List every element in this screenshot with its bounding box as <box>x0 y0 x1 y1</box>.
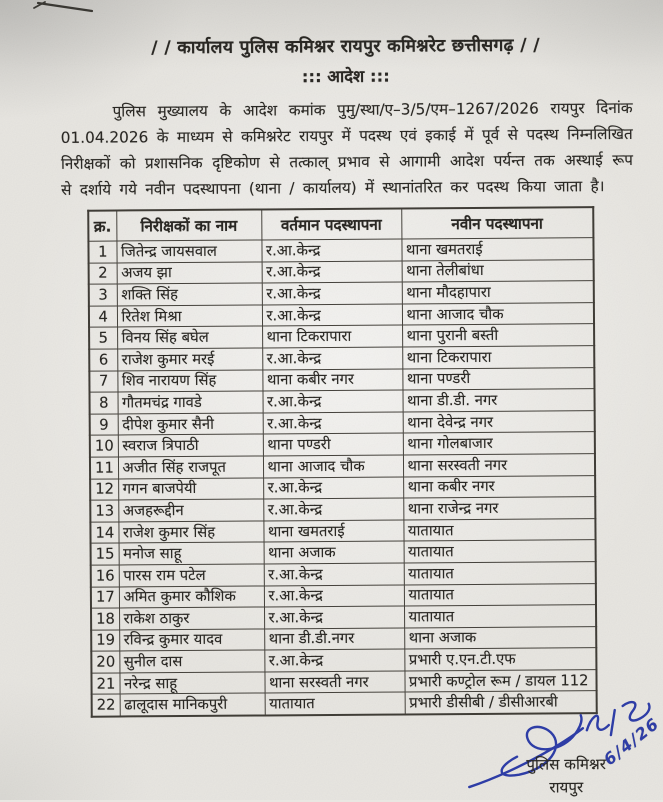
document-title: / / कार्यालय पुलिस कमिश्नर रायपुर कमिश्नरेट छत्तीसगढ़ / / <box>151 35 541 59</box>
signature-block <box>465 680 663 799</box>
cell-inspector-name: अजहरूद्दीन <box>118 499 263 522</box>
cell-current-posting: र.आ.केन्द्र <box>261 239 401 262</box>
cell-current-posting: थाना अजाक <box>264 541 404 564</box>
cell-current-posting: र.आ.केन्द्र <box>263 412 403 435</box>
cell-inspector-name: अमित कुमार कौशिक <box>119 585 264 608</box>
cell-current-posting: र.आ.केन्द्र <box>264 585 404 608</box>
cell-current-posting: थाना डी.डी.नगर <box>264 628 404 651</box>
cell-new-posting: यातायात <box>403 518 595 541</box>
cell-inspector-name: ढालूदास मानिकपुरी <box>120 693 265 716</box>
cell-serial-number: 6 <box>89 349 117 371</box>
cell-new-posting: प्रभारी ए.एन.टी.एफ <box>404 648 596 671</box>
cell-serial-number: 17 <box>91 586 119 608</box>
cell-new-posting: थाना देवेन्द्र नगर <box>403 410 595 433</box>
cell-new-posting: यातायात <box>404 583 596 606</box>
cell-serial-number: 12 <box>90 479 118 501</box>
cell-new-posting: यातायात <box>404 605 596 628</box>
cell-serial-number: 15 <box>91 543 119 565</box>
cell-inspector-name: अजय झा <box>117 262 262 285</box>
cell-current-posting: थाना खमतराई <box>263 520 403 543</box>
cell-current-posting: थाना कबीर नगर <box>262 369 402 392</box>
cell-inspector-name: रविन्द्र कुमार यादव <box>119 629 264 652</box>
cell-inspector-name: मनोज साहू <box>119 542 264 565</box>
cell-serial-number: 2 <box>89 263 117 285</box>
cell-serial-number: 1 <box>88 241 116 263</box>
cell-new-posting: यातायात <box>404 562 596 585</box>
cell-new-posting: यातायात <box>404 540 596 563</box>
cell-serial-number: 13 <box>90 500 118 522</box>
cell-current-posting: र.आ.केन्द्र <box>263 498 403 521</box>
cell-serial-number: 18 <box>91 608 119 630</box>
cell-serial-number: 21 <box>91 673 119 695</box>
cell-inspector-name: अजीत सिंह राजपूत <box>118 456 263 479</box>
cell-current-posting: र.आ.केन्द्र <box>262 261 402 284</box>
cell-current-posting: र.आ.केन्द्र <box>262 390 402 413</box>
cell-new-posting: थाना गोलबाजार <box>403 432 595 455</box>
cell-current-posting: र.आ.केन्द्र <box>264 563 404 586</box>
cell-inspector-name: विनय सिंह बघेल <box>117 326 262 349</box>
cell-inspector-name: राजेश कुमार मरई <box>117 348 262 371</box>
cell-new-posting: थाना पण्डरी <box>402 367 594 390</box>
signatory-place: रायपुर <box>549 778 584 797</box>
cell-serial-number: 8 <box>89 392 117 414</box>
cell-inspector-name: राकेश ठाकुर <box>119 607 264 630</box>
cell-inspector-name: सुनील दास <box>119 650 264 673</box>
cell-inspector-name: स्वराज त्रिपाठी <box>118 434 263 457</box>
cell-new-posting: थाना अजाक <box>404 626 596 649</box>
table-body <box>88 238 596 717</box>
cell-serial-number: 19 <box>91 630 119 652</box>
cell-new-posting: प्रभारी डीसीबी / डीसीआरबी <box>405 691 597 714</box>
cell-new-posting: थाना राजेन्द्र नगर <box>403 497 595 520</box>
cell-new-posting: थाना मौदहापारा <box>402 281 594 304</box>
cell-inspector-name: शिव नारायण सिंह <box>117 370 262 393</box>
cell-new-posting: थाना आजाद चौक <box>402 302 594 325</box>
col-header-inspector-name: निरीक्षकों का नाम <box>116 209 261 241</box>
cell-inspector-name: नरेन्द्र साहू <box>119 672 264 695</box>
cell-inspector-name: शक्ति सिंह <box>117 283 262 306</box>
cell-new-posting: थाना तेलीबांधा <box>402 259 594 282</box>
cell-serial-number: 9 <box>90 414 118 436</box>
transfer-order-table <box>87 206 598 718</box>
cell-current-posting: यातायात <box>265 692 405 715</box>
cell-current-posting: थाना टिकरापारा <box>262 325 402 348</box>
cell-serial-number: 22 <box>92 694 120 716</box>
cell-current-posting: थाना आजाद चौक <box>263 455 403 478</box>
cell-inspector-name: पारस राम पटेल <box>119 564 264 587</box>
cell-new-posting: थाना सरस्वती नगर <box>403 454 595 477</box>
cell-new-posting: थाना पुरानी बस्ती <box>402 324 594 347</box>
cell-serial-number: 7 <box>89 371 117 393</box>
cell-current-posting: र.आ.केन्द्र <box>263 477 403 500</box>
cell-new-posting: थाना डी.डी. नगर <box>402 389 594 412</box>
cell-current-posting: थाना सरस्वती नगर <box>264 671 404 694</box>
cell-serial-number: 3 <box>89 284 117 306</box>
cell-inspector-name: दीपेश कुमार सैनी <box>118 413 263 436</box>
cell-new-posting: थाना खमतराई <box>401 238 593 261</box>
cell-current-posting: र.आ.केन्द्र <box>264 649 404 672</box>
cell-inspector-name: राजेश कुमार सिंह <box>118 521 263 544</box>
cell-new-posting: थाना टिकरापारा <box>402 346 594 369</box>
cell-serial-number: 16 <box>91 565 119 587</box>
cell-current-posting: र.आ.केन्द्र <box>264 606 404 629</box>
col-header-new-posting: नवीन पदस्थापना <box>401 207 593 239</box>
cell-new-posting: प्रभारी कण्ट्रोल रूम / डायल 112 <box>404 670 596 693</box>
cell-new-posting: थाना कबीर नगर <box>403 475 595 498</box>
cell-serial-number: 14 <box>90 522 118 544</box>
cell-serial-number: 5 <box>89 327 117 349</box>
table-header-row <box>88 207 593 241</box>
cell-inspector-name: रितेश मिश्रा <box>117 305 262 328</box>
cell-current-posting: र.आ.केन्द्र <box>262 304 402 327</box>
signatory-designation: पुलिस कमिश्नर <box>526 755 606 774</box>
col-header-serial: क्र. <box>88 211 116 242</box>
cell-current-posting: थाना पण्डरी <box>263 433 403 456</box>
order-heading: ::: आदेश ::: <box>301 66 390 87</box>
cell-current-posting: र.आ.केन्द्र <box>262 347 402 370</box>
cell-serial-number: 4 <box>89 306 117 328</box>
cell-serial-number: 11 <box>90 457 118 479</box>
cell-inspector-name: जितेन्द्र जायसवाल <box>116 240 261 263</box>
cell-current-posting: र.आ.केन्द्र <box>262 282 402 305</box>
signature-date: 6/4/26 <box>600 713 663 770</box>
cell-serial-number: 10 <box>90 435 118 457</box>
order-paragraph: पुलिस मुख्यालय के आदेश कमांक पुमु/स्था/ए–3/5/एम–1267/2026 रायपुर दिनांक 01.04.2026 के माध्यम से कमिश्नरेट रायपुर में पदस्थ एवं इकाई में पूर्व से पदस्थ निम्नलिखित निरीक्षकों को प्रशासनिक दृष्टिकोण से तत्काल् प्रभाव से आगामी आदेश पर्यन्त तक अस्थाई रूप से दर्शाये गये नवीन पदस्थापना (थाना / कार्यालय) में स्थानांतरित कर पदस्थ किया जाता है। <box>60 98 633 199</box>
cell-serial-number: 20 <box>91 651 119 673</box>
col-header-current-posting: वर्तमान पदस्थापना <box>261 209 401 240</box>
cell-inspector-name: गौतमचंद्र गावडे <box>117 391 262 414</box>
cell-inspector-name: गगन बाजपेयी <box>118 478 263 501</box>
